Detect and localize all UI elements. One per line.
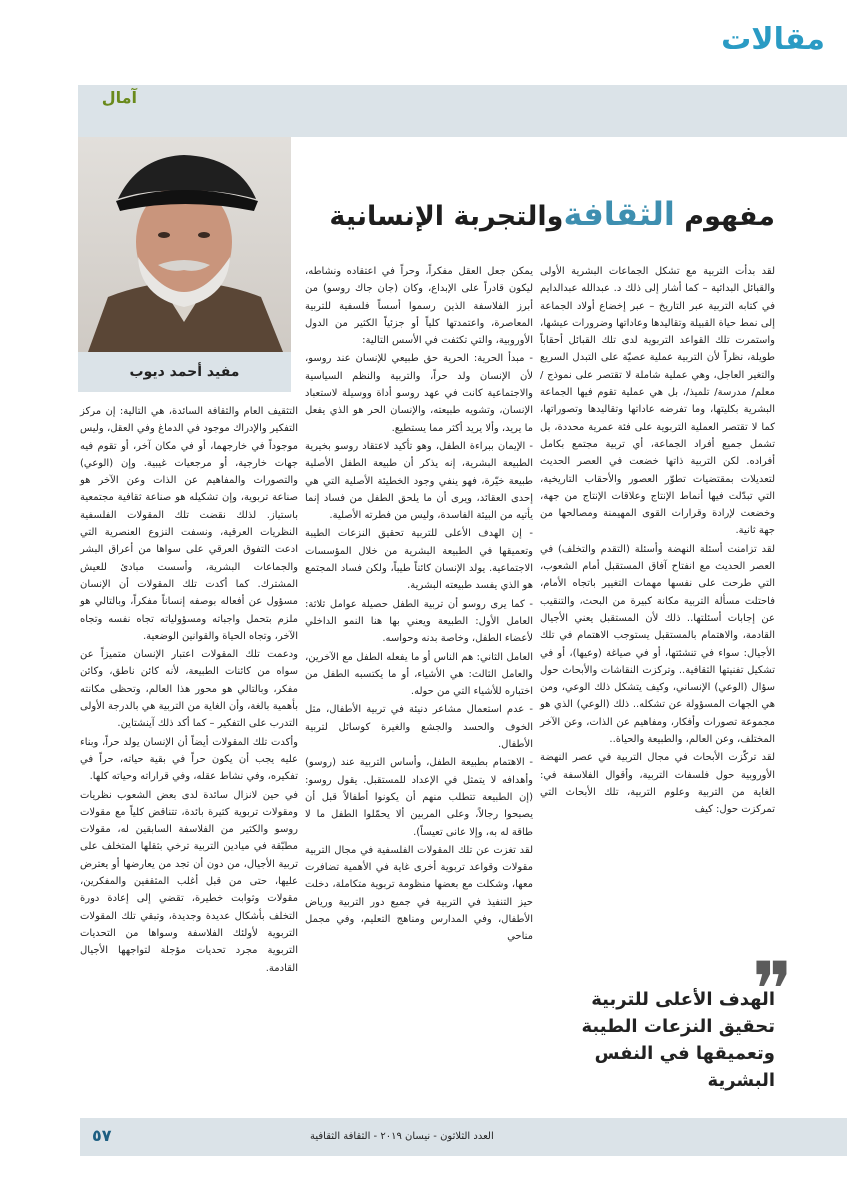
title-part-1: مفهوم (684, 201, 775, 232)
portrait-image (78, 137, 291, 352)
paragraph: لقد تزامنت أسئلة النهضة وأسئلة (التقدم والتخلف) في العصر الحديث مع انفتاح آفاق المستقبل أمام الشعوب، التي طرحت على نفسها مهمات التغيير باتجاه الأمام، فاحتلت مسألة التربية مكانة كبيرة من البحث، والتنقيب عن إجابات أسئلتها.. ذلك لأن المستقبل يعني الأجيال القادمة، والاهتمام بالمستقبل يستوجب الاهتمام في تلك الأجيال: سواء في تنشئتها، أو في صياغة (وعيها)، أو في تشكيل تفنيتها الثقافية.. وتركزت النقاشات والأبحاث حول سؤال (الوعي) الإنساني، وكيف يتشكل ذلك الوعي، ومن هي الجهات المسؤولة عن تشكله.. ذلك (الوعي) الذي هو مجموعة تصورات وأفكار، ومفاهيم عن الذات، وعن الآخر المختلف، وعن العالم، والطبيعة والحياة.. (540, 543, 775, 746)
article-column-middle (305, 263, 533, 1088)
paragraph: لقد تركّزت الأبحاث في مجال التربية في عصر النهضة الأوروبية حول فلسفات التربية، وأقوال الفلاسفة في: الغاية من التربية وعلوم التربية، تلك الأبحاث التي تمركزت حول: كيف (540, 752, 775, 816)
paragraph: - الإيمان ببراءة الطفل، وهو تأكيد لاعتقاد روسو بخيرية الطبيعة البشرية، إنه يذكر أن طبيعة الطفل الأصلية طبيعة خيّرة، فهو ينفي وجود الخطيئة الأصلية التي هي إحدى العقائد، ويرى أن ما يلحق الطفل من فساد إنما يأتيه من البيئة الفاسدة، وليس من فطرته الأصلية. (305, 440, 533, 522)
paragraph: لقد تغزت عن تلك المقولات الفلسفية في مجال التربية مقولات وقواعد تربوية أخرى غاية في الأهمية تضافرت معها، وشكلت مع بعضها منظومة تربوية متكاملة، دخلت حيز التنفيذ في التربية في جميع دور التربية ورياض الأطفال، وفي المدارس ومناهج التعليم، وفي مجمل مناحي (305, 844, 533, 943)
quote-mark-icon: ❞ (752, 945, 793, 1034)
footer-issue-info: العدد الثلاثون - نيسان ٢٠١٩ - الثقافة الثقافية (310, 1131, 494, 1142)
paragraph: - عدم استعمال مشاعر دنيئة في تربية الأطفال، مثل الخوف والحسد والجشع والغيرة كوسائل لتربية الأطفال. (305, 704, 533, 751)
paragraph: العامل الثاني: هم الناس أو ما يفعله الطفل مع الآخرين، والعامل الثالث: هي الأشياء، أو ما يكتسبه الطفل من اختباره للأشياء التي من حوله. (305, 651, 533, 698)
header-band (78, 85, 847, 137)
paragraph: - مبدأ الحرية: الحرية حق طبيعي للإنسان عند روسو، لأن الإنسان ولد حراً، والتربية والنظم السياسية والاجتماعية كانت في عهد روسو أداة ووسيلة لاستعباد الإنسان، وتشويه طبيعته، والإنسان الحر هو الذي يفعل ما يريد، وألا يريد أكثر مما يستطيع. (305, 353, 533, 434)
article-column-right (540, 263, 775, 878)
author-column-label: آمال (101, 88, 137, 107)
paragraph: - كما يرى روسو أن تربية الطفل حصيلة عوامل ثلاثة: العامل الأول: الطبيعة ويعني بها هنا النمو الداخلي لأعضاء الطفل، وخاصة بدنه وحواسه. (305, 598, 533, 645)
page-number: ٥٧ (92, 1126, 112, 1145)
author-name: مفيد أحمد ديوب (78, 352, 291, 392)
paragraph: - إن الهدف الأعلى للتربية تحقيق النزعات الطيبة وتعميقها في الطبيعة البشرية من خلال المؤسسات الاجتماعية. يولد الإنسان كائناً طيباً، ولكن فساد المجتمع هو الذي يفسد طبيعته البشرية. (305, 528, 533, 592)
paragraph: في حين لانزال سائدة لدى بعض الشعوب نظريات ومقولات تربوية كثيرة بائدة، تتناقض كلياً مع مقولات روسو والكثير من الفلاسفة السابقين له، مقولات مطبّقة في ميادين التربية ترخي بثقلها المتخلف على تربية الأجيال، من دون أن تجد من يعارضها أو يعترض عليها، حتى من قبل أغلب المثقفين والمفكرين، مقولات وثوابت خطيرة، تقضي إلى إعادة دورة التخلف بأشكال عديدة وجديدة، وتبقي تلك المقولات التربوية لأولئك الفلاسفة وسواها من التحديات التربوية مجرد تحديات مؤجلة لتواجهها الأجيال القادمة. (80, 789, 298, 974)
paragraph: ودعمت تلك المقولات اعتبار الإنسان متميزاً عن سواه من كائنات الطبيعة، لأنه كائن ناطق، وكائن مفكر، وبالتالي هو محور هذا العالم، وتحظى مكانته بأهمية بالغة، وأن الغاية من التربية هي بالدرجة الأولى التدرب على التفكير – كما أكد ذلك آينشتاين. (80, 649, 298, 730)
article-column-left (80, 403, 298, 1118)
paragraph: يمكن جعل العقل مفكراً، وحراً في اعتقاده ونشاطه، ليكون قادراً على الإبداع، وكان (جان جاك روسو) من أبرز الفلاسفة الذين رسموا أسساً فلسفية للتربية المعاصرة، واعتمدتها كلياً أو جزئياً الكثير من الدول الأوروبية، والتي تكثفت في الأسس التالية: (305, 266, 533, 347)
pull-quote: الهدف الأعلى للتربية تحقيق النزعات الطيبة وتعميقها في النفس البشرية (581, 989, 775, 1091)
section-logo: مقالات (721, 22, 825, 57)
paragraph: وأكدت تلك المقولات أيضاً أن الإنسان يولد حراً، وبناء عليه يجب أن يكون حراً في بقية حياته، حراً في تفكيره، وفي نشاط عقله، وفي قراراته وحياته كلها. (80, 736, 298, 783)
title-accent: الثقافة (563, 195, 675, 233)
author-photo (78, 137, 291, 352)
paragraph: لقد بدأت التربية مع تشكل الجماعات البشرية الأولى والقبائل البدائية – كما أشار إلى ذلك د. عبدالله عبدالدايم في كتابه التربية عبر التاريخ – عبر إخضاع أولاد الجماعة إلى نمط حياة القبيلة وتقاليدها وعاداتها وضرورات عيشها، واستمرت تلك القواعد التربوية لدى تلك القبائل أحقاباً طويلة، نظراً لأن التربية عملية عصيّة على التبدل السريع والتغير العاجل، وهي عملية شاملة لا تقتصر على نموذج /معلم/ مدرسة/ تلميذ/، بل هي عملية تقوم فيها الجماعة البشرية بكليتها، وما تفرضه عاداتها وتقاليدها وتصوراتها، كما لا تقتصر العملية التربوية على فئة عمرية محددة، بل تشمل جميع أفراد الجماعة، أي تربية مجتمع بكامل أفراده. لكن التربية ذاتها خضعت في العصر الحديث لتعديلات بمقتضيات تطوّر العصور والأحقاب التاريخية، التي تبدّلت فيها أنماط الإنتاج وعلاقات الإنتاج من جهة، وخضعت لإرادة وقرارات القوى المهيمنة ومصالحها من جهة ثانية. (540, 266, 775, 537)
paragraph: التثقيف العام والثقافة السائدة، هي التالية: إن مركز التفكير والإدراك موجود في الدماغ وفي العقل، وليس موجوداً في خارجهما، أو في مكان آخر، أو تقوم فيه جهات خارجية، أو مرجعيات غيبية. وإن (الوعي) والتصورات والمفاهيم عن الذات وعن الآخر هو صناعة تربوية، وإن تشكيله هو صناعة ثقافية مجتمعية باستياز. لذلك نقضت تلك المقولات الفلسفية النظريات العرقية، ونسفت النزوع العنصرية التي ادعت التفوق العرقي على سواها من أعراق البشر والجماعات البشرية، وأسست مبادئ للعيش المشترك. كما أكدت تلك المقولات أن الإنسان مسؤول عن أفعاله بوصفه إنساناً مفكراً، وبالتالي هو ملزم بتحمل واجباته ومسؤولياته تجاه نفسه وتجاه الآخر، وتجاه الحياة والقوانين الوضعية. (80, 406, 298, 642)
article-title (310, 192, 775, 239)
title-part-2: والتجربة الإنسانية (329, 201, 564, 232)
paragraph: - الاهتمام بطبيعة الطفل، وأساس التربية عند (روسو) وأهدافه لا يتمثل في الإعداد للمستقبل. يقول روسو: (إن الطبيعة تتطلب منهم أن يكونوا أطفالاً قبل أن يصبحوا رجالاً، وعلى المربين ألا يحمّلوا الطفل ما لا طاقة له به، وإلا عانى تعيساً). (305, 757, 533, 838)
